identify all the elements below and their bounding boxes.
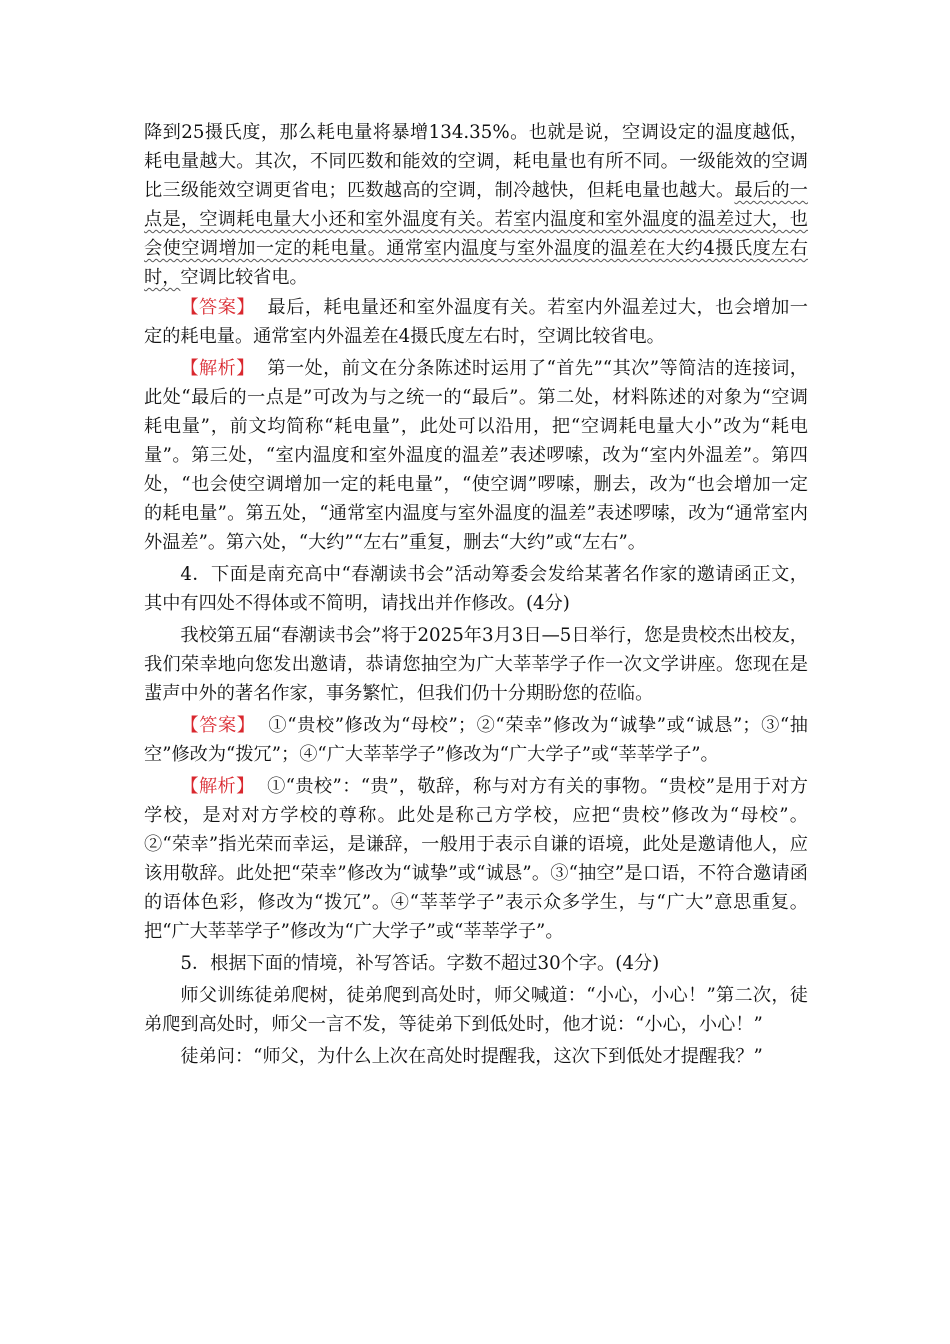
analysis-label: 【解析】 xyxy=(180,776,255,797)
answer-text: ①“贵校”修改为“母校”；②“荣幸”修改为“诚挚”或“诚恳”；③“抽空”修改为“拨冗”；④“广大莘莘学子”修改为“广大学子”或“莘莘学子”。 xyxy=(144,715,808,765)
document-page xyxy=(144,118,808,1071)
material-paragraph xyxy=(144,118,808,292)
q4-answer xyxy=(144,711,808,769)
material-text-tail: 空调比较省电。 xyxy=(180,267,308,288)
answer-label: 【答案】 xyxy=(180,297,256,318)
analysis-label: 【解析】 xyxy=(180,358,255,379)
q4-question: 4．下面是南充高中“春潮读书会”活动筹委会发给某著名作家的邀请函正文，其中有四处不得体或不简明，请找出并作修改。(4分) xyxy=(144,564,808,614)
q3-analysis xyxy=(144,354,808,557)
answer-label: 【答案】 xyxy=(180,715,256,736)
q3-answer xyxy=(144,293,808,351)
answer-text: 最后，耗电量还和室外温度有关。若室内外温差过大，也会增加一定的耗电量。通常室内外温差在4摄氏度左右时，空调比较省电。 xyxy=(144,297,808,347)
q5-passage-2: 徒弟问：“师父，为什么上次在高处时提醒我，这次下到低处才提醒我？” xyxy=(180,1046,763,1067)
q5-question: 5．根据下面的情境，补写答话。字数不超过30个字。(4分) xyxy=(180,953,660,974)
material-text-plain: 降到25摄氏度，那么耗电量将暴增134.35%。也就是说，空调设定的温度越低，耗电量越大。其次，不同匹数和能效的空调，耗电量也有所不同。一级能效的空调比三级能效空调更省电；匹数越高的空调，制冷越快，但耗电量也越大。 xyxy=(144,122,808,201)
analysis-text: ①“贵校”：“贵”，敬辞，称与对方有关的事物。“贵校”是用于对方学校，是对对方学校的尊称。此处是称己方学校，应把“贵校”修改为“母校”。②“荣幸”指光荣而幸运，是谦辞，一般用于表示自谦的语境，此处是邀请他人，应该用敬辞。此处把“荣幸”修改为“诚挚”或“诚恳”。③“抽空”是口语，不符合邀请函的语体色彩，修改为“拨冗”。④“莘莘学子”表示众多学生，与“广大”意思重复。把“广大莘莘学子”修改为“广大学子”或“莘莘学子”。 xyxy=(144,776,808,942)
q4-analysis xyxy=(144,772,808,946)
material-text-wavy-underlined: 最后的一点是，空调耗电量大小还和室外温度有关。若室内温度和室外温度的温差过大，也会使空调增加一定的耗电量。通常室内温度与室外温度的温差在大约4摄氏度左右时， xyxy=(144,180,808,288)
q4-passage: 我校第五届“春潮读书会”将于2025年3月3日—5日举行，您是贵校杰出校友，我们荣幸地向您发出邀请，恭请您抽空为广大莘莘学子作一次文学讲座。您现在是蜚声中外的著名作家，事务繁忙，但我们仍十分期盼您的莅临。 xyxy=(144,625,808,704)
analysis-text: 第一处，前文在分条陈述时运用了“首先”“其次”等简洁的连接词，此处“最后的一点是”可改为与之统一的“最后”。第二处，材料陈述的对象为“空调耗电量”，前文均简称“耗电量”，此处可以沿用，把“空调耗电量大小”改为“耗电量”。第三处，“室内温度和室外温度的温差”表述啰嗦，改为“室内外温差”。第四处，“也会使空调增加一定的耗电量”，“使空调”啰嗦，删去，改为“也会增加一定的耗电量”。第五处，“通常室内温度与室外温度的温差”表述啰嗦，改为“通常室内外温差”。第六处，“大约”“左右”重复，删去“大约”或“左右”。 xyxy=(144,358,808,553)
q5-passage-1: 师父训练徒弟爬树，徒弟爬到高处时，师父喊道：“小心，小心！”第二次，徒弟爬到高处时，师父一言不发，等徒弟下到低处时，他才说：“小心，小心！” xyxy=(144,985,808,1035)
